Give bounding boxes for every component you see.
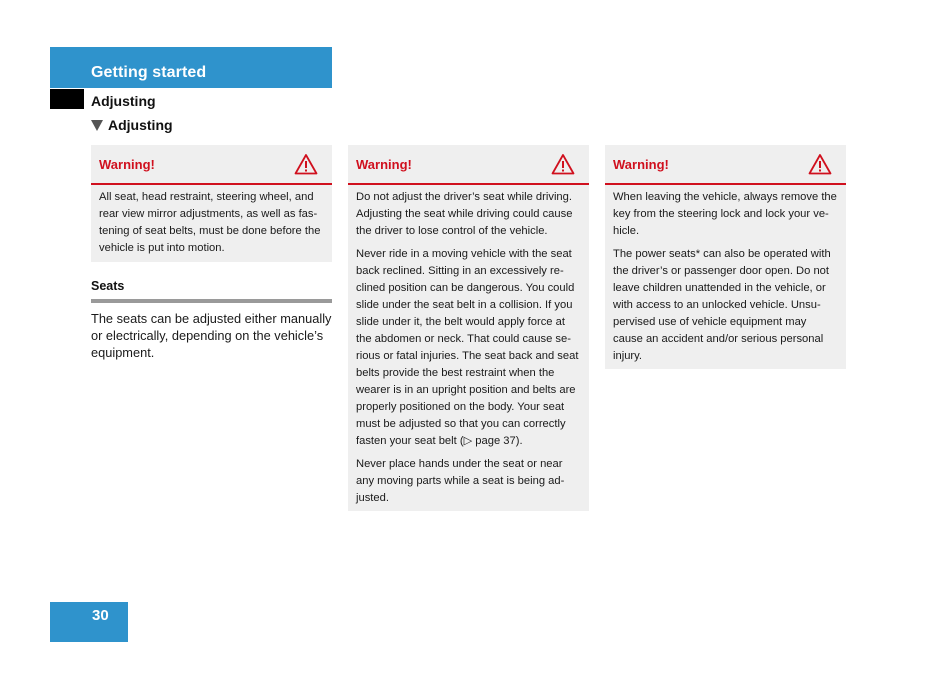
- seats-heading: Seats: [91, 279, 332, 303]
- warning-paragraph: The power seats* can also be operated with the driver’s or passenger door open. Do not leave children unattended in the vehicle, or with access to an unlocked vehicle. Unsu-pervised use of vehicle equipment may cause an accident and/or serious personal injury.: [613, 248, 831, 362]
- warning-body: [91, 185, 332, 263]
- page-number: 30: [92, 607, 109, 624]
- warning-paragraph: Never ride in a moving vehicle with the seat back reclined. Sitting in an excessively re-clined position can be dangerous. You could slide under the seat belt in a collision. If you slide under it, the belt would apply force at the abdomen or neck. That could cause se-rious or fatal injuries. The seat back and seat belts provide the best restraint when the wearer is in an upright position and belts are properly positioned on the body. Your seat must be adjusted so that you can correctly fasten your seat belt (▷ page 37).: [356, 248, 579, 447]
- warning-box-leaving-vehicle: [605, 145, 846, 369]
- warning-header: [348, 145, 589, 185]
- page-number-box: [50, 602, 128, 642]
- warning-paragraph: When leaving the vehicle, always remove the key from the steering lock and lock your ve-hicle.: [613, 191, 837, 237]
- warning-header: [91, 145, 332, 185]
- warning-body: [348, 185, 589, 513]
- warning-paragraph: Never place hands under the seat or near any moving parts while a seat is being ad-justed.: [356, 458, 565, 504]
- warning-box-general: [91, 145, 332, 262]
- chapter-header: [50, 47, 332, 88]
- warning-title: Warning!: [99, 157, 155, 172]
- warning-paragraph: Do not adjust the driver’s seat while driving. Adjusting the seat while driving could cause the driver to lose control of the vehicle.: [356, 191, 573, 237]
- warning-triangle-icon: [808, 153, 832, 175]
- warning-body: [605, 185, 846, 371]
- warning-triangle-icon: [551, 153, 575, 175]
- triangle-down-icon: [91, 120, 103, 131]
- warning-triangle-icon: [294, 153, 318, 175]
- subsection-heading: [91, 117, 173, 133]
- section-title: Adjusting: [91, 93, 156, 109]
- section-marker: [50, 89, 84, 109]
- warning-title: Warning!: [356, 157, 412, 172]
- warning-header: [605, 145, 846, 185]
- warning-title: Warning!: [613, 157, 669, 172]
- warning-paragraph: All seat, head restraint, steering wheel, and rear view mirror adjustments, as well as fas-tening of seat belts, must be done before the vehicle is put into motion.: [99, 191, 321, 254]
- warning-box-driving: [348, 145, 589, 511]
- subsection-title: Adjusting: [108, 117, 173, 133]
- seats-description: The seats can be adjusted either manually or electrically, depending on the vehicle’s equipment.: [91, 311, 332, 360]
- chapter-title: Getting started: [91, 64, 207, 81]
